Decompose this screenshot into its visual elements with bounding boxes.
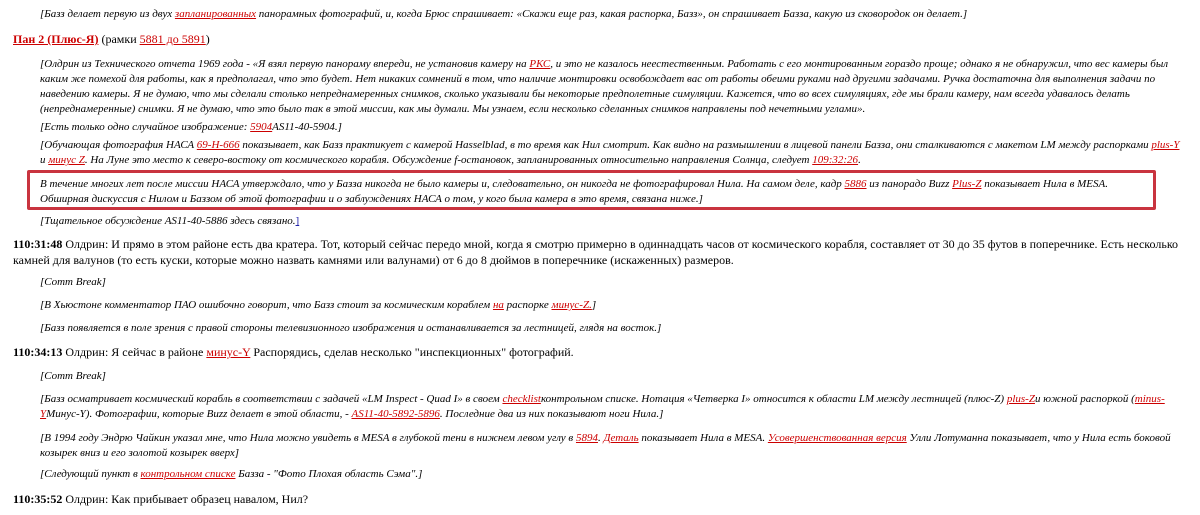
link-minus-y-2[interactable]: minus-Y [40, 393, 1165, 420]
note-training-photo: [Обучающая фотография НАСА 69-H-666 показывает, как Базз практикует с камерой Hasselblad, в то время как Нил смотрит. Как видно на размышлении в лицевой панели Базза, они сталкиваются с макетом LM между распорками plus-Y и минус Z. На Луне это место к северо-востоку от космического корабля. Обсуждение f-остановок, запланированных относительно направления Солнца, следует 109:32:26. [40, 139, 1180, 166]
timestamp: 110:35:52 [13, 492, 63, 506]
link-minus-z[interactable]: минус Z [48, 154, 85, 166]
link-frames-5881-5891[interactable]: 5881 до 5891 [139, 32, 206, 46]
link-minus-z-2[interactable]: минус-Z. [551, 299, 592, 311]
link-109-32-26[interactable]: 109:32:26 [812, 154, 859, 166]
note-lm-inspect: [Базз осматривает космический корабль в соответствии с задачей «LM Inspect - Quad I» в своем checklistконтрольном списке. Нотация «Четверка I» относится к области LM между лестницей (плюс-Z) plus-Zи южной распоркой (minus-YМинус-Y). Фотографии, которые Buzz делает в этой области, - AS11-40-5892-5896. Последние два из них показывают ноги Нила.] [40, 393, 1165, 420]
transcript-entry-110-31-48: 110:31:48 Олдрин: И прямо в этом районе есть два кратера. Тот, который сейчас передо мной, когда я смотрю примерно в одиннадцать часов от космического корабля, составляет от 30 до 35 футов в поперечнике. Есть несколько камней для валунов (то есть куски, которые можно назвать камнями или валунами) от 6 до 8 дюймов в поперечнике (искаженных) размеров. [13, 237, 1179, 267]
link-checklist-2[interactable]: контрольном списке [140, 468, 236, 480]
note-chaikin: [В 1994 году Эндрю Чайкин указал мне, что Нила можно увидеть в MESA в глубокой тени в нижнем левом углу в 5894. Деталь показывает Нила в MESA. Усовершенствованная версия Улли Лотуманна показывает, что у Нила есть боковой козырек вниз и его золотой козырек вверх] [40, 432, 1171, 459]
timestamp: 110:31:48 [13, 237, 63, 251]
link-minus-y[interactable]: минус-Y [206, 345, 251, 359]
note-comm-break-2: [Comm Break] [40, 370, 106, 382]
note-tech-report: [Олдрин из Технического отчета 1969 года - «Я взял первую панораму впереди, не установив камеру на РКС, и это не казалось неестественным. Работать с его монтированным гораздо проще; однако я не обнаружил, что вес камеры был каким же помехой для работы, как я предполагал, что это будет. Нет никаких сомнений в том, что наличие монтировки освобождает вас от работы обеими руками над другими задачами. Ручка достаточна для выполнения задачи по наведению камеры. Я не думаю, что мы сделали столько непреднамеренных снимков, сколько указывали бы некоторые предполетные симуляции. Кажется, что во всех симуляциях, где мы брали камеру, нам всегда удавалось делать (непреднамеренные) снимки. Я не думаю, что это было так в этой миссии, как мы думали. Мы узнаем, если несколько сделанных снимков направлены под нечетными углами». [40, 58, 1169, 115]
link-as11-40-5892-5896[interactable]: AS11-40-5892-5896 [351, 408, 440, 420]
note-pao-comment: [В Хьюстоне комментатор ПАО ошибочно говорит, что Базз стоит за космическим кораблем на распорке минус-Z.] [40, 299, 597, 311]
link-plus-z[interactable]: Plus-Z [952, 178, 982, 190]
link-plus-y[interactable]: plus-Y [1151, 139, 1180, 151]
link-plus-z-2[interactable]: plus-Z [1006, 393, 1035, 405]
note-first-panorama: [Базз делает первую из двух запланированных панорамных фотографий, и, когда Брюс спрашивает: «Скажи еще раз, какая распорка, Базз», он спрашивает Базза, какую из сковородок он делает.] [40, 8, 968, 20]
link-enhanced-version[interactable]: Усовершенствованная версия [767, 432, 907, 444]
link-detail[interactable]: Деталь [603, 432, 639, 444]
timestamp: 110:34:13 [13, 345, 63, 359]
transcript-entry-110-34-13: 110:34:13 Олдрин: Я сейчас в районе минус-Y Распорядись, сделав несколько "инспекционных" фотографий. [13, 345, 574, 359]
link-rks[interactable]: РКС [529, 58, 551, 70]
link-planned[interactable]: запланированных [174, 8, 257, 20]
note-random-image: [Есть только одно случайное изображение: 5904AS11-40-5904.] [40, 121, 342, 133]
link-checklist[interactable]: checklist [502, 393, 541, 405]
link-5894[interactable]: 5894 [575, 432, 598, 444]
link-5904[interactable]: 5904 [250, 121, 273, 133]
note-comm-break-1: [Comm Break] [40, 276, 106, 288]
link-pan2[interactable]: Пан 2 (Плюс-Я) [13, 32, 99, 46]
note-buzz-appears: [Базз появляется в поле зрения с правой стороны телевизионного изображения и останавливается за лестницей, глядя на восток.] [40, 322, 662, 334]
note-nasa-claim: В течение многих лет после миссии НАСА утверждало, что у Базза никогда не было камеры и, следовательно, он никогда не фотографировал Нила. На самом деле, кадр 5886 из панорадо Buzz Plus-Z показывает Нила в MESA. Обширная дискуссия с Нилом и Баззом об этой фотографии и о заблуждениях НАСА о том, у кого была камера в это время, связана ниже.] [40, 178, 1108, 205]
link-na[interactable]: на [492, 299, 504, 311]
link-5886[interactable]: 5886 [844, 178, 867, 190]
transcript-entry-110-35-52: 110:35:52 Олдрин: Как прибывает образец навалом, Нил? [13, 492, 309, 506]
note-discussion-link: [Тщательное обсуждение AS11-40-5886 здесь связано.] [40, 215, 300, 227]
pan2-heading: Пан 2 (Плюс-Я) (рамки 5881 до 5891) [13, 32, 210, 46]
note-next-item: [Следующий пункт в контрольном списке Базза - "Фото Плохая область Сэма".] [40, 468, 423, 480]
link-69-h-666[interactable]: 69-H-666 [196, 139, 240, 151]
